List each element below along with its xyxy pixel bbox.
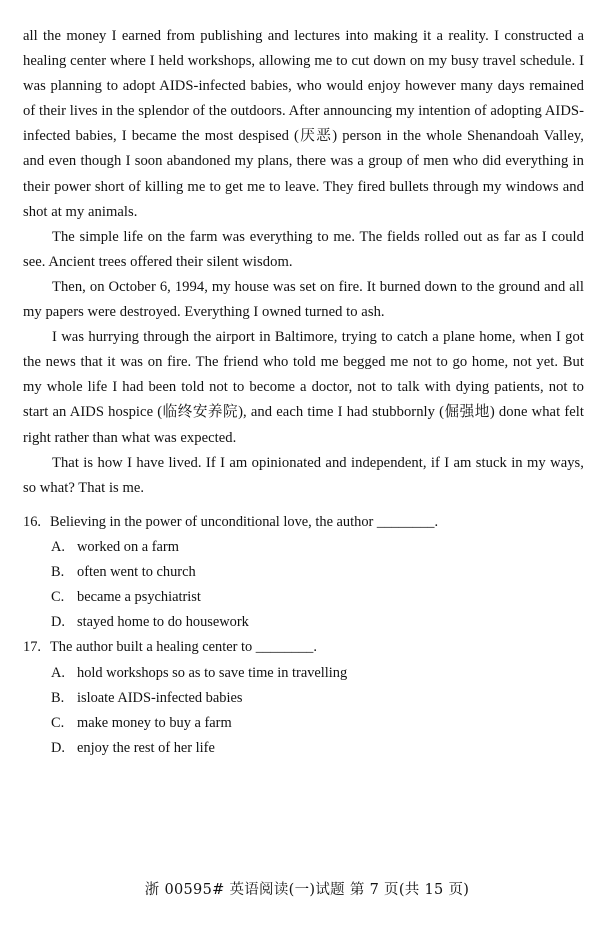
question-stem: Believing in the power of unconditional love, the author ________. — [50, 514, 439, 530]
option-b — [23, 686, 584, 711]
option-a — [23, 535, 584, 560]
option-letter: D. — [51, 614, 65, 631]
option-text: make money to buy a farm — [77, 714, 232, 731]
option-c — [23, 585, 584, 610]
option-d — [23, 610, 584, 635]
option-text: worked on a farm — [77, 539, 179, 556]
option-letter: A. — [51, 664, 65, 681]
passage-paragraph-5: That is how I have lived. If I am opinionated and independent, if I am stuck in my ways, so what? That is me. — [23, 454, 584, 496]
option-text: often went to church — [77, 564, 196, 581]
option-a — [23, 661, 584, 686]
option-letter: C. — [51, 589, 65, 606]
passage-paragraph-4: I was hurrying through the airport in Baltimore, trying to catch a plane home, when I got the news that it was on fire. The friend who told me begged me not to go home, not yet. But my whole life I had been told not to become a doctor, not to talk with dying patients, not to start an AIDS hospice (临终安养院), and each time I had stubbornly (倔强地) done what felt right rather than what was expected. — [23, 329, 584, 446]
option-list — [23, 535, 584, 635]
question-stem-line — [23, 510, 584, 535]
option-text: became a psychiatrist — [77, 589, 201, 606]
option-text: isloate AIDS-infected babies — [77, 689, 243, 706]
option-c — [23, 711, 584, 736]
question-number: 17. — [23, 639, 41, 656]
page-footer: 浙 00595# 英语阅读(一)试题 第 7 页(共 15 页) — [144, 882, 470, 898]
option-letter: A. — [51, 539, 65, 556]
option-letter: B. — [51, 689, 65, 706]
option-text: enjoy the rest of her life — [77, 739, 215, 756]
option-text: stayed home to do housework — [77, 614, 249, 631]
passage-paragraph-3: Then, on October 6, 1994, my house was set on fire. It burned down to the ground and all my papers were destroyed. Everything I owned turned to ash. — [23, 278, 584, 321]
question-16 — [23, 510, 584, 635]
option-letter: C. — [51, 714, 65, 731]
question-stem: The author built a healing center to ________. — [50, 639, 317, 656]
option-letter: B. — [51, 564, 65, 581]
question-list — [23, 510, 584, 761]
option-text: hold workshops so as to save time in travelling — [77, 664, 348, 681]
question-stem-line — [23, 635, 584, 660]
passage-paragraph-2: The simple life on the farm was everything to me. The fields rolled out as far as I could see. Ancient trees offered their silent wisdom. — [23, 228, 584, 270]
reading-passage — [23, 24, 584, 501]
option-list — [23, 661, 584, 761]
option-letter: D. — [51, 739, 65, 756]
question-number: 16. — [23, 514, 41, 530]
passage-paragraph-1: all the money I earned from publishing and lectures into making it a reality. I constructed a healing center where I held workshops, allowing me to cut down on my busy travel schedule. I was planning to adopt AIDS-infected babies, who would enjoy however many days remained of their lives in the splendor of the outdoors. After announcing my intention of adopting AIDS-infected babies, I became the most despised (厌恶) person in the whole Shenandoah Valley, and even though I soon abandoned my plans, there was a group of men who did everything in their power short of killing me to get me to leave. They fired bullets through my windows and shot at my animals. — [23, 28, 584, 220]
option-b — [23, 560, 584, 585]
question-17 — [23, 635, 584, 760]
option-d — [23, 736, 584, 761]
